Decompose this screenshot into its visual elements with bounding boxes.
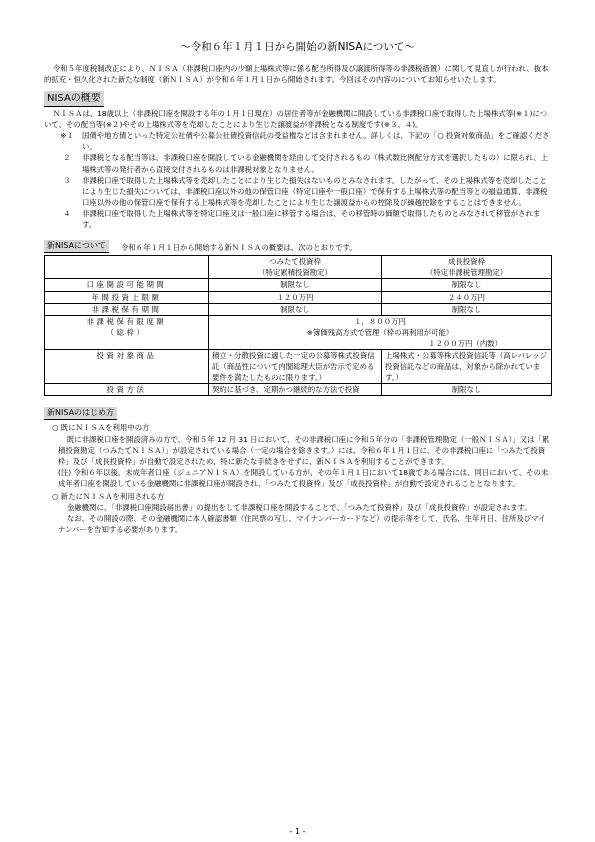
new-users-paragraph: 金融機関に、「非課税口座開設届出書」の提出をして非課税口座を開設することで、「つみたて投資枠」及び「成長投資枠」が設定されます。 (66, 503, 532, 513)
row-value-growth: 制限なし (382, 303, 552, 315)
products-tsumitate: 積立・分散投資に適した一定の公募等株式投資信託（商品性について内閣総理大臣が告示で定める要件を満たしたものに限ります。） (209, 350, 382, 384)
note-item (52, 175, 551, 208)
limit-label: 非課税保有限度額 （総枠） (45, 315, 209, 349)
new-users-note: なお、その開設の際、その金融機関に本人確認書類（住民票の写し、マイナンバーカードなど）の提示等をして、氏名、生年月日、住所及びマイナンバーを告知する必要があります。 (58, 514, 546, 535)
row-value-growth: ２４０万円 (382, 291, 552, 303)
page-title: ～令和６年１月１日から開始の新NISAについて～ (180, 41, 415, 53)
table-row-method (45, 384, 552, 396)
page-number: - 1 - (289, 827, 306, 836)
table-row (45, 279, 552, 291)
limit-value (209, 315, 552, 349)
note-number: ※１ (60, 131, 74, 141)
row-label: 年間投資上限額 (45, 291, 209, 303)
table-corner-cell (45, 256, 209, 279)
row-label: 非課税保有期間 (45, 303, 209, 315)
overview-paragraph: ＮＩＳＡは、18歳以上（非課税口座を開設する年の１月１日現在）の居住者等が金融機関に開設している非課税口座で取得した上場株式等(※１)について、その配当等(※２)やその上場株式等を売却したことにより生じた譲渡益が非課税となる制度です(※３、４)。 (44, 108, 548, 130)
new-nisa-heading: 新NISAについて (44, 240, 109, 253)
note-number: ２ (63, 153, 71, 163)
table-row-products (45, 350, 552, 384)
note-text: 非課税口座で取得した上場株式等を特定口座又は一般口座に移管する場合は、その移管時の価額で取得したものとみなされて移管がされます。 (82, 208, 541, 230)
limit-total: １，８００万円 (354, 316, 406, 326)
note-text: 非課税口座で取得した上場株式等を売却したことにより生じた損失はないものとみなされます。したがって、その上場株式等を売却したことにより生じた損失については、非課税口座以外の他の保管口座（特定口座や一般口座）で保有する上場株式等の配当等との損益通算、非課税口座以外の他の保管口座で保有する上場株式等を売却したことにより生じた譲渡益からの控除及び繰越控除をすることはできません。 (82, 175, 548, 207)
overview-heading: NISAの概要 (44, 91, 104, 107)
limit-note: ※簿価残高方式で管理（枠の再利用が可能） (306, 327, 454, 337)
overview-notes (52, 130, 551, 230)
start-heading: 新NISAのはじめ方 (44, 407, 117, 420)
existing-users-paragraph: 既に非課税口座を開設済みの方で、令和５年 12 月 31 日において、その非課税口座に令和５年分の「非課税管理勘定（一般ＮＩＳＡ）」又は「累積投資勘定（つみたてＮＩＳＡ）」が設定されている場合（一定の場合を除きます。）には、令和６年１月１日に、その非課税口座に「つみたて投資枠」及び「成長投資枠」が自動で設定されため、特に新たな手続きをせずに、新ＮＩＳＡを利用することができます。 (58, 434, 550, 466)
existing-users-note: (注) 令和６年以後、未成年者口座（ジュニアＮＩＳＡ）を開設している方が、その年１月１日において18歳である場合には、同日において、その未成年者口座を開設している金融機関に非課税口座が開設され、「つみたて投資枠」及び「成長投資枠」が自動で設定されることとなります。 (58, 467, 549, 489)
products-growth: 上場株式・公募等株式投資信託等（高レバレッジ投資信託などの商品は、対象から除かれています。） (382, 350, 552, 384)
header-tsumitate: つみたて投資枠 （特定累積投資勘定） (209, 256, 382, 279)
table-row (45, 303, 552, 315)
new-nisa-table (44, 255, 552, 396)
note-text: 非課税となる配当等は、非課税口座を開設している金融機関を経由して交付されるもの（株式数比例配分方式を選択したもの）に限られ、上場株式等の発行者から直接交付されるものは非課税対象となりません。 (82, 153, 549, 174)
note-text: 国債や地方債といった特定公社債や公募公社債投資信託の受益権などは含まれません。詳しくは、下記の「○ 投資対象商品」をご確認ください。 (82, 131, 550, 152)
row-label: 口座開設可能期間 (45, 279, 209, 291)
note-number: ４ (63, 208, 71, 218)
row-label: 投資方法 (45, 384, 209, 396)
table-row-limit (45, 315, 552, 349)
note-number: ３ (63, 175, 71, 185)
row-value-growth: 制限なし (382, 279, 552, 291)
row-value-tsumitate: 制限なし (209, 303, 382, 315)
header-growth: 成長投資枠 （特定非課税管理勘定） (382, 256, 552, 279)
limit-growth: １２００万円（内数） (428, 338, 502, 348)
table-row (45, 291, 552, 303)
note-item (52, 152, 551, 174)
method-tsumitate: 契約に基づき、定期かつ継続的な方法で投資 (209, 384, 382, 396)
table-header-row (45, 256, 552, 279)
new-users-title: ○ 新たにＮＩＳＡを利用される方 (52, 492, 165, 502)
row-label: 投資対象商品 (45, 350, 209, 384)
note-item (52, 130, 551, 152)
intro-paragraph: 令和５年度税制改正により、ＮＩＳＡ（非課税口座内の少額上場株式等に係る配当所得及び譲渡所得等の非課税措置）に関して見直しが行われ、抜本的拡充・恒久化された新たな制度（新ＮＩＳＡ）が令和６年１月１日から開始されます。今回はその内容のについてお知らせいたします。 (44, 63, 549, 84)
existing-users-title: ○ 既にＮＩＳＡを利用中の方 (52, 423, 150, 433)
row-value-tsumitate: 制限なし (209, 279, 382, 291)
row-value-tsumitate: １２０万円 (209, 291, 382, 303)
new-nisa-lead: 令和６年１月１日から開始する新ＮＩＳＡの概要は、次のとおりです。 (120, 243, 357, 253)
method-growth: 制限なし (382, 384, 552, 396)
note-item (52, 208, 551, 230)
